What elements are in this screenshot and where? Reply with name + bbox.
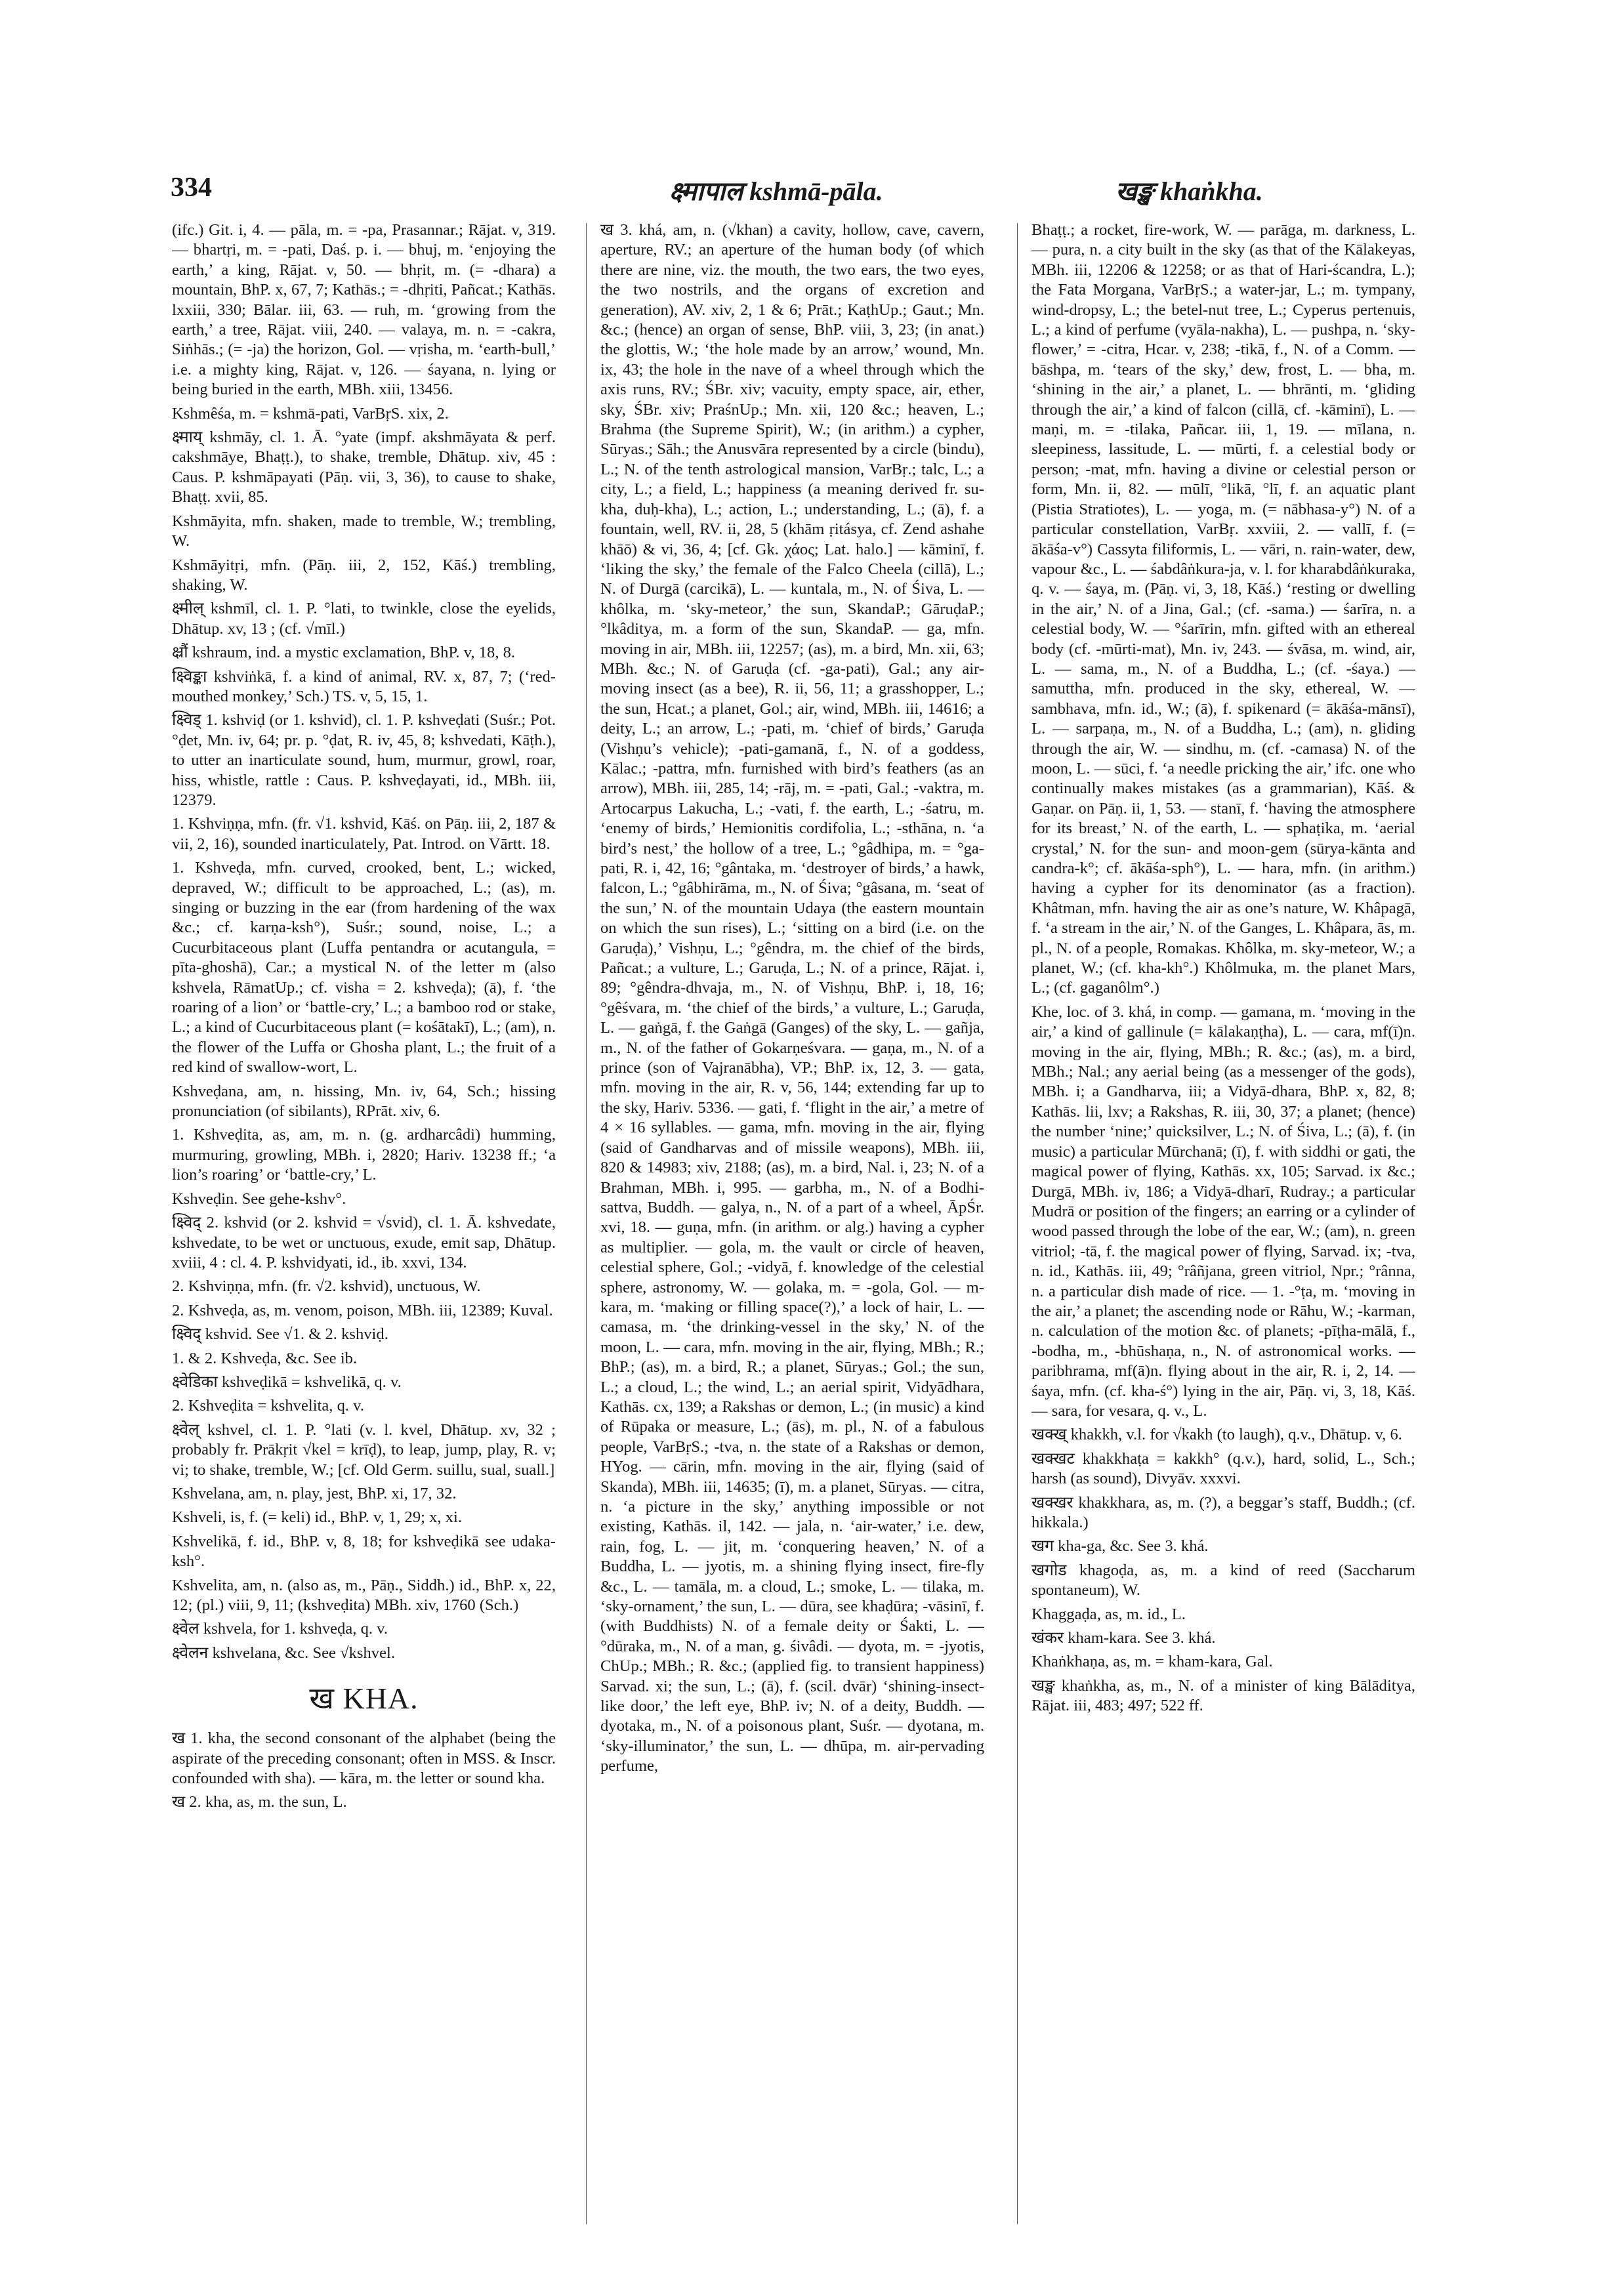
dictionary-entry: क्ष्वेल kshvela, for 1. kshveḍa, q. v. bbox=[172, 1620, 388, 1638]
dictionary-entry: Kshmāyita, mfn. shaken, made to tremble, W.; trembling, W. bbox=[172, 512, 556, 550]
dictionary-entry: Kshvelana, am, n. play, jest, BhP. xi, 17, 32. bbox=[172, 1484, 457, 1502]
dictionary-entry: ख 1. kha, the second consonant of the alphabet (being the aspirate of the preceding consonant; often in MSS. & Inscr. confounded with sha). — kāra, m. the letter or sound kha. bbox=[172, 1729, 556, 1788]
dictionary-entry: खङ्ख khaṅkha, as, m., N. of a minister of king Bālāditya, Rājat. iii, 483; 497; 522 ff. bbox=[1031, 1676, 1415, 1715]
dictionary-entry: क्ष्रौं kshraum, ind. a mystic exclamation, BhP. v, 18, 8. bbox=[172, 644, 516, 662]
dictionary-entry: खक्खट khakkhaṭa = kakkh° (q.v.), hard, solid, L., Sch.; harsh (as sound), Divyāv. xxxvi. bbox=[1031, 1449, 1415, 1488]
dictionary-entry: क्ष्मील् kshmīl, cl. 1. P. °lati, to twinkle, close the eyelids, Dhātup. xv, 13 ; (cf. √mīl.) bbox=[172, 600, 556, 638]
dictionary-entry: 1. & 2. Kshveḍa, &c. See ib. bbox=[172, 1349, 358, 1367]
dictionary-entry: क्ष्वेडिका kshveḍikā = kshvelikā, q. v. bbox=[172, 1373, 402, 1391]
dictionary-entry: 2. Kshveḍita = kshvelita, q. v. bbox=[172, 1397, 365, 1415]
dictionary-entry: क्ष्विद् kshvid. See √1. & 2. kshviḍ. bbox=[172, 1325, 388, 1344]
dictionary-entry: Kshmêśa, m. = kshmā-pati, VarBṛS. xix, 2. bbox=[172, 404, 449, 423]
dictionary-entry: क्ष्विङ्का kshviṅkā, f. a kind of animal, RV. x, 87, 7; (‘red-mouthed monkey,’ Sch.) TS. v, 5, 15, 1. bbox=[172, 667, 556, 705]
dictionary-entry: खग kha-ga, &c. See 3. khá. bbox=[1031, 1537, 1209, 1556]
dictionary-entry: 1. Kshviṇṇa, mfn. (fr. √1. kshvid, Kāś. on Pāṇ. iii, 2, 187 & vii, 2, 16), sounded inarticulately, Pat. Introd. on Vārtt. 18. bbox=[172, 815, 556, 853]
column-1 bbox=[172, 220, 556, 2228]
dictionary-entry: 1. Kshveḍita, as, am, m. n. (g. ardharcâdi) humming, murmuring, growling, MBh. i, 2820; Hariv. 13238 ff.; ‘a lion’s roaring’ or ‘battle-cry,’ L. bbox=[172, 1126, 556, 1184]
column-3 bbox=[1031, 220, 1415, 2228]
dictionary-entry: Kshvelikā, f. id., BhP. v, 8, 18; for kshveḍikā see udaka-ksh°. bbox=[172, 1532, 556, 1571]
dictionary-entry: Khaṅkhaṇa, as, m. = kham-kara, Gal. bbox=[1031, 1653, 1273, 1671]
dictionary-entry: 2. Kshveḍa, as, m. venom, poison, MBh. iii, 12389; Kuval. bbox=[172, 1301, 553, 1319]
dictionary-entry: Bhaṭṭ.; a rocket, fire-work, W. — parāga, m. darkness, L. — pura, n. a city built in the sky (as that of the Kālakeyas, MBh. iii, 12206 & 12258; or as that of Hari-ścandra, L.); the Fata Morgana, VarBṛS.; a water-jar, L.; m. tympany, wind-dropsy, L.; the betel-nut tree, L.; Cyperus pertenuis, L.; a kind of perfume (vyāla-nakha), L. — pushpa, n. ‘sky-flower,’ = -citra, Hcar. v, 238; -tikā, f., N. of a Comm. — bāshpa, m. ‘tears of the sky,’ dew, frost, L. — bha, m. ‘shining in the air,’ a planet, L. — bhrānti, m. ‘gliding through the air,’ a kind of falcon (cillā, cf. -kāminī), L. — maṇi, m. = -tilaka, Pañcar. iii, 1, 19. — mīlana, n. sleepiness, lassitude, L. — mūrti, f. a celestial body or person; -mat, mfn. having a divine or celestial person or form, Mn. ii, 82. — mūlī, °likā, °lī, f. an aquatic plant (Pistia Stratiotes), L. — yoga, m. (= nābhasa-y°) N. of a particular constellation, VarBṛ. xxviii, 2. — vallī, f. (= ākāśa-v°) Cassyta filiformis, L. — vāri, n. rain-water, dew, vapour &c., L. — śabdâṅkura-ja, v. l. for kharabdâṅkuraka, q. v. — śaya, m. (Pāṇ. vi, 3, 18, Kāś.) ‘resting or dwelling in the air,’ N. of a Jina, Gal.; (cf. -sama.) — śarīra, n. a celestial body, W. — °śarīrin, mfn. gifted with an ethereal body (cf. -mūrti-mat), Mn. iv, 243. — śvāsa, m. wind, air, L. — sama, m., N. of a Buddha, L.; (cf. -śaya.) — samuttha, mfn. produced in the sky, ethereal, W. — sambhava, mfn. id., W.; (ā), f. spikenard (= ākāśa-mānsī), L. — sarpaṇa, m., N. of a Buddha, L.; (am), n. gliding through the air, W. — sindhu, m. (cf. -camasa) N. of the moon, L. — sūci, f. ‘a needle pricking the air,’ ifc. one who continually makes mistakes (as a grammarian), Kāś. & Gaṇar. on Pāṇ. ii, 1, 53. — stanī, f. ‘having the atmosphere for its breast,’ N. of the earth, L. — sphaṭika, m. ‘aerial crystal,’ N. for the sun- and moon-gem (sūrya-kānta and candra-k°; cf. ākāśa-sph°), L. — hara, mfn. (in arithm.) having a cypher for its denominator (as a fraction). Khâtman, mfn. having the air as one’s nature, W. Khâpagā, f. ‘a stream in the air,’ N. of the Ganges, L. Khâpara, ās, m. pl., N. of a people, Romakas. Khôlka, m. sky-meteor, W.; a planet, W.; (cf. kha-kh°.) Khôlmuka, m. the planet Mars, L.; (cf. gaganôlm°.) bbox=[1031, 221, 1415, 997]
dictionary-entry: खगोड khagoḍa, as, m. a kind of reed (Saccharum spontaneum), W. bbox=[1031, 1561, 1415, 1600]
page-number: 334 bbox=[171, 173, 212, 203]
dictionary-entry: Kshveḍin. See gehe-kshv°. bbox=[172, 1189, 346, 1208]
dictionary-entry: क्ष्विद् 2. kshvid (or 2. kshvid = √svid), cl. 1. Ā. kshvedate, kshvedate, to be wet or unctuous, exude, emit sap, Dhātup. xviii, 4 : cl. 4. P. kshvidyati, id., ib. xxvi, 134. bbox=[172, 1214, 556, 1272]
dictionary-entry: Khaggaḍa, as, m. id., L. bbox=[1031, 1605, 1186, 1623]
dictionary-entry: ख 2. kha, as, m. the sun, L. bbox=[172, 1793, 347, 1811]
dictionary-entry: खंकर kham-kara. See 3. khá. bbox=[1031, 1629, 1216, 1647]
column-divider bbox=[586, 223, 587, 2224]
dictionary-entry: क्ष्विड् 1. kshviḍ (or 1. kshvid), cl. 1. P. kshveḍati (Suśr.; Pot. °ḍet, Mn. iv, 64; pr. p. °ḍat, R. iv, 45, 8; kshvedati, Kāṭh.), to utter an inarticulate sound, hum, murmur, growl, roar, hiss, whistle, rattle : Caus. P. kshveḍayati, id., MBh. iii, 12379. bbox=[172, 711, 556, 809]
dictionary-entry: (ifc.) Git. i, 4. — pāla, m. = -pa, Prasannar.; Rājat. v, 319. — bhartṛi, m. = -pati, Daś. p. i. — bhuj, m. ‘enjoying the earth,’ a king, Rājat. v, 50. — bhṛit, m. (= -dhara) a mountain, BhP. x, 67, 7; Kathās.; = -dhṛiti, Pañcat.; Kathās. lxxiii, 330; Bālar. iii, 63. — ruh, m. ‘growing from the earth,’ a tree, Rājat. viii, 240. — valaya, m. n. = -cakra, Siṅhās.; (= -ja) the horizon, Gol. — vṛisha, m. ‘earth-bull,’ i.e. a mighty king, Rājat. v, 126. — śayana, n. lying or being buried in the earth, MBh. xiii, 13456. bbox=[172, 221, 556, 399]
dictionary-entry: 1. Kshveḍa, mfn. curved, crooked, bent, L.; wicked, depraved, W.; difficult to be approached, L.; (as), m. singing or buzzing in the ear (from hardening of the wax &c.; cf. karṇa-ksh°), Suśr.; sound, noise, L.; a Cucurbitaceous plant (Luffa pentandra or acutangula, = pīta-ghoshā), Car.; a mystical N. of the letter m (also kshvela, RāmatUp.; cf. visha = 2. kshveḍa); (ā), f. ‘the roaring of a lion’ or ‘battle-cry,’ L.; a bamboo rod or stake, L.; a kind of Cucurbitaceous plant (= kośātakī), L.; (am), n. the flower of the Luffa or Ghosha plant, L.; the fruit of a red kind of swallow-wort, L. bbox=[172, 859, 556, 1077]
dictionary-entry: ख 3. khá, am, n. (√khan) a cavity, hollow, cave, cavern, aperture, RV.; an aperture of the human body (of which there are nine, viz. the mouth, the two ears, the two eyes, the two nostrils, and the organs of excretion and generation), AV. xiv, 2, 1 & 6; Prāt.; KaṭhUp.; Gaut.; Mn. &c.; (hence) an organ of sense, BhP. viii, 3, 23; (in anat.) the glottis, W.; ‘the hole made by an arrow,’ wound, Mn. ix, 43; the hole in the nave of a wheel through which the axis runs, RV.; ŚBr. xiv; vacuity, empty space, air, ether, sky, ŚBr. xiv; PraśnUp.; Mn. xii, 120 &c.; heaven, L.; Brahma (the Supreme Spirit), W.; (in arithm.) a cypher, Sūryas.; Sāh.; the Anusvāra represented by a circle (bindu), L.; N. of the tenth astrological mansion, VarBṛ.; talc, L.; a city, L.; a field, L.; happiness (a meaning derived fr. su-kha, duḥ-kha), L.; action, L.; understanding, L.; (ā), f. a fountain, well, RV. ii, 28, 5 (khām ṛitásya, cf. Zend ashahe khāō) & vi, 36, 4; [cf. Gk. χάος; Lat. halo.] — kāminī, f. ‘liking the sky,’ the female of the Falco Cheela (cillā), L.; N. of Durgā (carcikā), L. — kuntala, m., N. of Śiva, L. — khôlka, m. ‘sky-meteor,’ the sun, SkandaP.; GāruḍaP.; °lkâditya, m. a form of the sun, SkandaP. — ga, mfn. moving in air, MBh. iii, 12257; (as), m. a bird, Mn. xii, 63; MBh. &c.; N. of Garuḍa (cf. -ga-pati), Gal.; any air-moving insect (as a bee), R. ii, 56, 11; a grasshopper, L.; the sun, Hcat.; a planet, Gol.; air, wind, MBh. iii, 14616; a deity, L.; an arrow, L.; -pati, m. ‘chief of birds,’ Garuḍa (Vishṇu’s vehicle); -pati-gamanā, f., N. of a goddess, Kālac.; -pattra, mfn. furnished with bird’s feathers (as an arrow), MBh. iii, 285, 14; -rāj, m. = -pati, Gal.; -vaktra, m. Artocarpus Lakucha, L.; -vati, f. the earth, L.; -śatru, m. ‘enemy of birds,’ Hemionitis cordifolia, L.; -sthāna, n. ‘a bird’s nest,’ the hollow of a tree, L.; °gâdhipa, m. = °ga-pati, R. i, 42, 16; °gântaka, m. ‘destroyer of birds,’ a hawk, falcon, L.; °gâbhirāma, m., N. of Śiva; °gâsana, m. ‘seat of the sun,’ N. of the mountain Udaya (the eastern mountain on which the sun rises), L.; ‘sitting on a bird (i.e. on the Garuḍa),’ Vishṇu, L.; °gêndra, m. the chief of the birds, Pañcat.; a vulture, L.; Garuḍa, L.; N. of a prince, Rājat. i, 89; °gêndra-dhvaja, m., N. of Vishṇu, BhP. i, 18, 16; °gêśvara, m. ‘the chief of the birds,’ a vulture, L.; Garuḍa, L. — gaṅgā, f. the Gaṅgā (Ganges) of the sky, L. — gañja, m., N. of the father of Gokarṇeśvara. — gaṇa, m., N. of a prince (son of Vajranābha), VP.; BhP. ix, 12, 3. — gata, mfn. moving in the air, R. v, 56, 144; extending far up to the sky, Hariv. 5336. — gati, f. ‘flight in the air,’ a metre of 4 × 16 syllables. — gama, mfn. moving in the air, flying (said of Gandharvas and of missile weapons), MBh. iii, 820 & 14983; xiv, 2188; (as), m. a bird, Nal. i, 23; N. of a Brahman, MBh. i, 995. — garbha, m., N. of a Bodhi-sattva, Buddh. — galya, n., N. of a part of a wheel, ĀpŚr. xvi, 18. — guṇa, mfn. (in arithm. or alg.) having a cypher as multiplier. — gola, m. the vault or circle of heaven, celestial sphere, Gol.; -vidyā, f. knowledge of the celestial sphere, astronomy, W. — golaka, m. = -gola, Gol. — m-kara, m. ‘making or filling space(?),’ a lock of hair, L. — camasa, m. ‘the drinking-vessel in the sky,’ N. of the moon, L. — cara, mfn. moving in the air, flying, MBh.; R.; BhP.; (as), m. a bird, R.; a planet, Sūryas.; Gol.; the sun, L.; a cloud, L.; the wind, L.; an aerial spirit, Vidyādhara, Kathās. cx, 139; a Rakshas or demon, L.; (in music) a kind of Rūpaka or measure, L.; (ās), m. pl., N. of a fabulous people, VarBṛS.; -tva, n. the state of a Rakshas or demon, HYog. — cārin, mfn. moving in the air, flying (said of Skanda), MBh. iii, 14635; (ī), m. a planet, Sūryas. — citra, n. ‘a picture in the sky,’ anything impossible or not existing, Kathās. il, 142. — jala, n. ‘air-water,’ i.e. dew, rain, fog, L. — jit, m. ‘conquering heaven,’ N. of a Buddha, L. — jyotis, m. a shining flying insect, fire-fly &c., L. — tamāla, m. a cloud, L.; smoke, L. — tilaka, m. ‘sky-ornament,’ the sun, L. — dūra, see khaḍūra; -vāsinī, f. (with Buddhists) N. of a female deity or Śakti, L. — °dūraka, m., N. of a man, g. śivâdi. — dyota, m. = -jyotis, ChUp.; MBh.; R. &c.; (applied fig. to transient happiness) Sarvad. xi; the sun, L.; (ā), f. (scil. dvār) ‘shining-insect-like door,’ the left eye, BhP. iv; N. of a deity, Buddh. — dyotaka, m., N. of a poisonous plant, Suśr. — dyotana, m. ‘sky-illuminator,’ the sun, L. — dhūpa, m. air-pervading perfume, bbox=[600, 221, 984, 1775]
dictionary-entry: Kshmāyitṛi, mfn. (Pāṇ. iii, 2, 152, Kāś.) trembling, shaking, W. bbox=[172, 556, 556, 594]
running-head-left: क्ष्मापाल kshmā-pāla. bbox=[669, 176, 883, 206]
dictionary-entry: खक्खर khakkhara, as, m. (?), a beggar’s staff, Buddh.; (cf. hikkala.) bbox=[1031, 1493, 1415, 1531]
dictionary-entry: क्ष्वेल् kshvel, cl. 1. P. °lati (v. l. kvel, Dhātup. xv, 32 ; probably fr. Prākṛit √kel = krīḍ), to leap, jump, play, R. v; vi; to shake, tremble, W.; [cf. Old Germ. suillu, sual, suall.] bbox=[172, 1420, 556, 1479]
column-2 bbox=[600, 220, 984, 2228]
column-divider bbox=[1017, 223, 1018, 2224]
dictionary-entry: Kshveli, is, f. (= keli) id., BhP. v, 1, 29; x, xi. bbox=[172, 1508, 462, 1527]
running-head-right: खङ्ख khaṅkha. bbox=[1115, 176, 1263, 206]
dictionary-entry: क्ष्वेलन kshvelana, &c. See √kshvel. bbox=[172, 1644, 395, 1662]
dictionary-entry: Khe, loc. of 3. khá, in comp. — gamana, m. ‘moving in the air,’ a kind of gallinule (= kālakaṇṭha), L. — cara, mf(ī)n. moving in the air, flying, MBh.; R. &c.; (as), m. a bird, MBh.; Nal.; any aerial being (as a messenger of the gods), MBh. i; a Gandharva, iii; a Vidyā-dhara, BhP. x, 82, 8; Kathās. lii, lxv; a Rakshas, R. iii, 30, 37; a planet; (hence) the number ‘nine;’ quicksilver, L.; N. of Śiva, L.; (ā), f. (in music) a particular Mūrchanā; (ī), f. with siddhi or gati, the magical power of flying, Kathās. xx, 105; Sarvad. ix &c.; Durgā, MBh. iv, 186; a Vidyā-dharī, Rudray.; a particular Mudrā or position of the fingers; an earring or a cylinder of wood passed through the lobe of the ear, W.; (am), n. green vitriol; -tā, f. the magical power of flying, Sarvad. ix; -tva, n. id., Kathās. iii, 49; °râñjana, green vitriol, Npr.; °rânna, n. a particular dish made of rice. — 1. -°ṭa, m. ‘moving in the air,’ a planet; the ascending node or Rāhu, W.; -karman, n. calculation of the motion &c. of planets; -pīṭha-mālā, f., -bodha, m., -bhūshaṇa, n., N. of astronomical works. — paribhrama, mf(ā)n. flying about in the air, R. i, 2, 14. — śaya, mfn. (cf. kha-ś°) lying in the air, Pāṇ. vi, 3, 18, Kāś. — sara, for vesara, q. v., L. bbox=[1031, 1003, 1415, 1420]
dictionary-entry: 2. Kshviṇṇa, mfn. (fr. √2. kshvid), unctuous, W. bbox=[172, 1277, 481, 1296]
dictionary-entry: Kshveḍana, am, n. hissing, Mn. iv, 64, Sch.; hissing pronunciation (of sibilants), RPrāt. xiv, 6. bbox=[172, 1082, 556, 1121]
dictionary-entry: खक्ख् khakkh, v.l. for √kakh (to laugh), q.v., Dhātup. v, 6. bbox=[1031, 1426, 1402, 1444]
page-header bbox=[171, 172, 1457, 211]
dictionary-entry: क्ष्माय् kshmāy, cl. 1. Ā. °yate (impf. akshmāyata & perf. cakshmāye, Bhaṭṭ.), to shake, tremble, Dhātup. xiv, 45 : Caus. P. kshmāpayati (Pāṇ. vii, 3, 36), to cause to shake, Bhaṭṭ. xvii, 85. bbox=[172, 428, 556, 507]
dictionary-entry: Kshvelita, am, n. (also as, m., Pāṇ., Siddh.) id., BhP. x, 22, 12; (pl.) viii, 9, 11; (kshveḍita) MBh. xiv, 1760 (Sch.) bbox=[172, 1576, 556, 1614]
section-heading: ख KHA. bbox=[309, 1682, 419, 1716]
